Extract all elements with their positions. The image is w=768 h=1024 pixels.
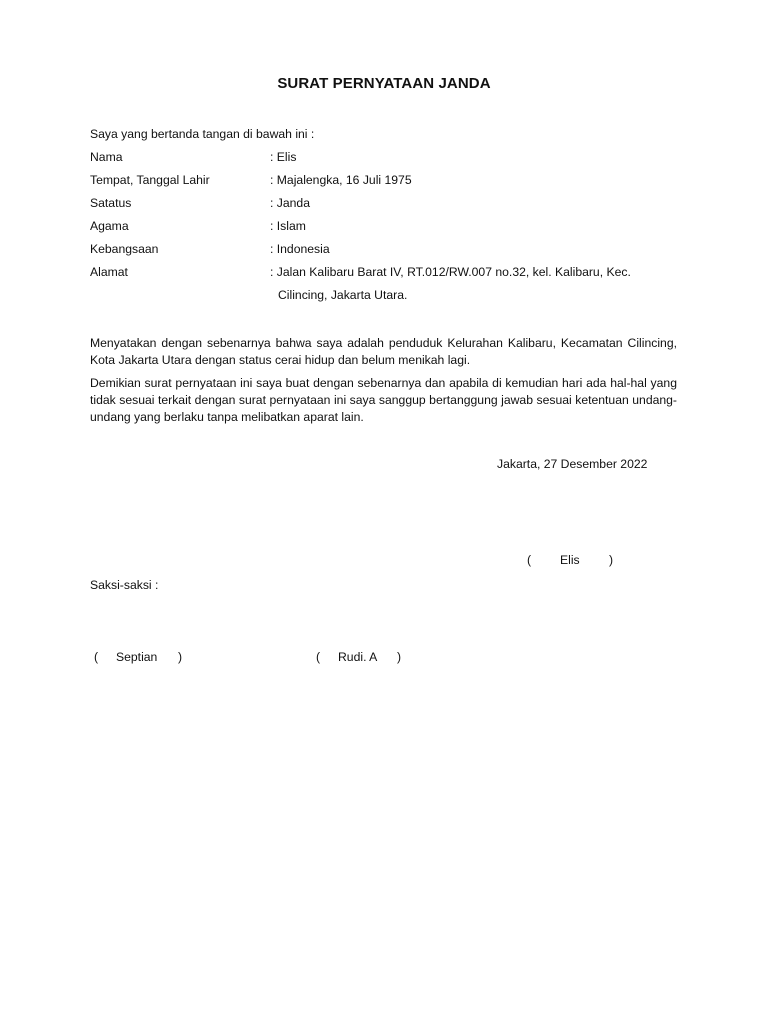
field-value-kebangsaan: : Indonesia [270,242,330,256]
field-value-status: : Janda [270,196,310,210]
field-label-status: Satatus [90,196,132,210]
witness-2-close-paren: ) [397,650,402,664]
witness-1-open-paren: ( [94,650,99,664]
place-date: Jakarta, 27 Desember 2022 [497,457,648,471]
field-label-nama: Nama [90,150,123,164]
field-label-agama: Agama [90,219,129,233]
field-value-tempat-tanggal-lahir: : Majalengka, 16 Juli 1975 [270,173,412,187]
field-label-tempat-tanggal-lahir: Tempat, Tanggal Lahir [90,173,210,187]
field-value-agama: : Islam [270,219,306,233]
signer-open-paren: ( [527,553,532,567]
intro-text: Saya yang bertanda tangan di bawah ini : [90,127,315,141]
witness-heading: Saksi-saksi : [90,578,159,592]
closing-paragraph: Demikian surat pernyataan ini saya buat dengan sebenarnya dan apabila di kemudian hari ada hal-hal yang tidak sesuai terkait dengan surat pernyataan ini saya sanggup bertanggung jawab sesuai ketentuan undang-undang yang berlaku tanpa melibatkan aparat lain. [90,376,677,424]
document-title: SURAT PERNYATAAN JANDA [277,75,491,92]
statement-paragraph: Menyatakan dengan sebenarnya bahwa saya adalah penduduk Kelurahan Kalibaru, Kecamatan Cilincing, Kota Jakarta Utara dengan status cerai hidup dan belum menikah lagi. [90,336,677,367]
witness-1-close-paren: ) [178,650,183,664]
signer-close-paren: ) [609,553,614,567]
witness-2-open-paren: ( [316,650,321,664]
field-label-alamat: Alamat [90,265,128,279]
field-value-nama: : Elis [270,150,297,164]
address-continuation: Cilincing, Jakarta Utara. [278,288,408,302]
witness-1-name: Septian [116,650,158,664]
field-value-alamat: : Jalan Kalibaru Barat IV, RT.012/RW.007 no.32, kel. Kalibaru, Kec. [270,265,631,279]
signer-name: Elis [560,553,580,567]
witness-2-name: Rudi. A [338,650,378,664]
field-label-kebangsaan: Kebangsaan [90,242,159,256]
